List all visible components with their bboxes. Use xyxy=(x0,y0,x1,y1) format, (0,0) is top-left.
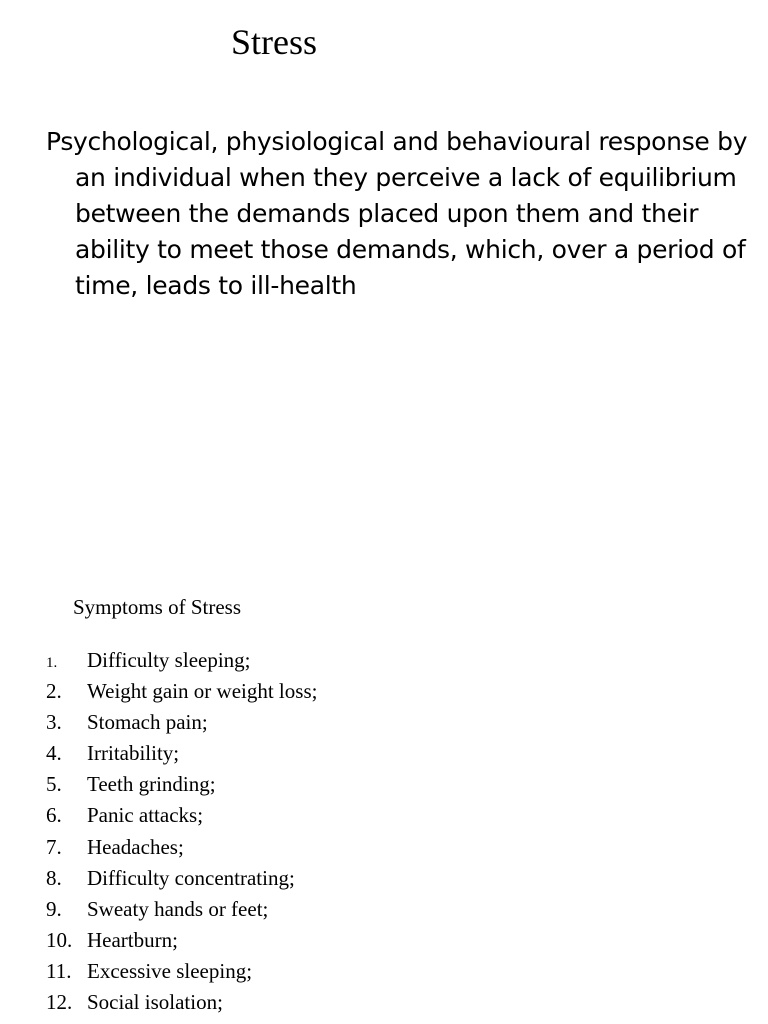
symptom-item xyxy=(46,800,317,831)
symptom-item xyxy=(46,707,317,738)
page-title: Stress xyxy=(230,22,317,62)
symptom-item xyxy=(46,956,317,987)
symptom-item xyxy=(46,894,317,925)
symptom-number: 8. xyxy=(46,865,62,890)
symptom-number: 2. xyxy=(46,679,62,704)
symptom-number: 9. xyxy=(46,896,62,921)
symptom-text: Teeth grinding; xyxy=(87,772,216,797)
symptom-item xyxy=(46,925,317,956)
symptom-text: Stomach pain; xyxy=(87,710,208,735)
symptom-item xyxy=(46,832,317,863)
symptom-text: Social isolation; xyxy=(87,990,223,1015)
symptom-text: Difficulty concentrating; xyxy=(87,865,295,890)
symptom-item xyxy=(46,645,317,676)
symptom-number: 4. xyxy=(46,741,62,766)
symptom-number: 6. xyxy=(46,803,62,828)
symptom-number: 1. xyxy=(46,655,58,671)
symptom-text: Irritability; xyxy=(87,741,180,766)
symptom-item xyxy=(46,987,317,1018)
symptom-text: Sweaty hands or feet; xyxy=(87,896,269,921)
symptom-text: Heartburn; xyxy=(87,927,178,952)
symptom-item xyxy=(46,676,317,707)
symptom-number: 3. xyxy=(46,710,62,735)
symptom-number: 12. xyxy=(46,990,73,1015)
symptom-text: Panic attacks; xyxy=(87,803,204,828)
symptom-item xyxy=(46,738,317,769)
symptom-text: Difficulty sleeping; xyxy=(87,648,251,672)
symptom-text: Excessive sleeping; xyxy=(87,958,253,983)
symptom-number: 7. xyxy=(46,834,62,859)
symptom-number: 10. xyxy=(46,927,73,952)
symptom-item xyxy=(46,863,317,894)
symptom-number: 11. xyxy=(46,958,72,983)
symptom-text: Weight gain or weight loss; xyxy=(87,679,318,704)
symptoms-heading: Symptoms of Stress xyxy=(73,595,242,619)
stress-definition: Psychological, physiological and behavioural response by an individual when they perceive a lack of equilibrium between the demands placed upon them and their ability to meet those demands, which, over a period of time, leads to ill-health xyxy=(46,127,748,300)
symptom-list xyxy=(46,645,317,1018)
symptom-number: 5. xyxy=(46,772,62,797)
symptom-text: Headaches; xyxy=(87,834,184,859)
symptom-item xyxy=(46,769,317,800)
